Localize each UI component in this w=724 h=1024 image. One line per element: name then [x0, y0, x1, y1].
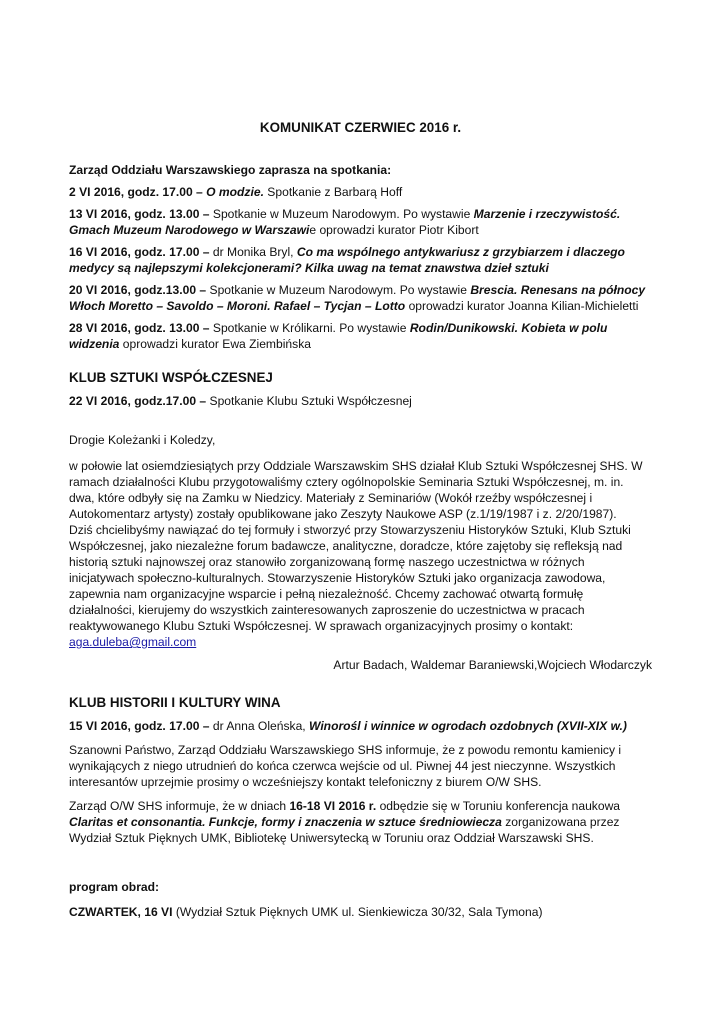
event-item [69, 244, 652, 276]
conference-text: zorganizowana przez Wydział Sztuk Pięknych UMK, Bibliotekę Uniwersytecką w Toruniu oraz Oddział Warszawski SHS. [69, 815, 620, 845]
conference-text: odbędzie się w Toruniu konferencja naukowa [376, 799, 621, 813]
event-item [69, 320, 652, 352]
conference-title: Claritas et consonantia. Funkcje, formy i znaczenia w sztuce średniowiecza [69, 815, 502, 829]
event-date: 28 VI 2016, godz. 13.00 – [69, 321, 213, 335]
letter-signature: Artur Badach, Waldemar Baraniewski,Wojciech Włodarczyk [333, 658, 652, 672]
event-title: Rodin/Dunikowski. Kobieta w polu widzenia [69, 321, 608, 351]
event-item [69, 282, 652, 314]
event-item [69, 393, 652, 409]
event-date: 20 VI 2016, godz.13.00 – [69, 283, 210, 297]
event-description: dr Monika Bryl, [212, 245, 297, 259]
event-description: Spotkanie w Muzeum Narodowym. Po wystawie [209, 283, 471, 297]
event-item [69, 184, 652, 200]
conference-text: Zarząd O/W SHS informuje, że w dniach [69, 799, 290, 813]
event-description: Spotkanie w Muzeum Narodowym. Po wystawie [212, 207, 474, 221]
letter-paragraph: w połowie lat osiemdziesiątych przy Oddziale Warszawskim SHS działał Klub Sztuki Współczesnej SHS. W ramach działalności Klubu przygotowaliśmy cztery ogólnopolskie Seminaria Sztuki Współczesnej, m. in. dwa, które odbyły się na Zamku w Niedzicy. Materiały z Seminariów (Wokół rzeźby współczesnej i Autokomentarz artysty) zostały opublikowane jako Zeszyty Naukowe ASP (z.1/19/1987 i z. 2/20/1987). [69, 459, 643, 521]
letter-paragraph: Dziś chcielibyśmy nawiązać do tej formuły i stworzyć przy Stowarzyszeniu Historyków Sztuki, Klub Sztuki Współczesnej, jako niezależne forum badawcze, analityczne, doradcze, które zajętoby się refleksją nad historią sztuki najnowszej oraz stanowiło zorganizowaną formę naszego uczestnictwa w różnych inicjatywach społeczno-kulturalnych. Stowarzyszenie Historyków Sztuki jako organizacja zawodowa, zapewnia nam organizacyjne wsparcie i pełną niezależność. Chcemy zachować otwartą formułę działalności, kierujemy do wszystkich zainteresowanych zaproszenie do uczestnictwa w pracach reaktywowanego Klubu Sztuki Współczesnej. W sprawach organizacyjnych prosimy o kontakt: [69, 523, 631, 633]
page-title: KOMUNIKAT CZERWIEC 2016 r. [259, 120, 462, 135]
notice-paragraph: Szanowni Państwo, Zarząd Oddziału Warszawskiego SHS informuje, że z powodu remontu kamienicy i wynikających z niego utrudnień do końca czerwca wejście od ul. Piwnej 44 jest nieczynne. Wszystkich interesantów uprzejmie prosimy o wcześniejszy kontakt telefoniczny z biurem O/W SHS. [69, 743, 622, 789]
conference-paragraph [69, 798, 652, 846]
contact-email-link[interactable]: aga.duleba@gmail.com [69, 635, 197, 649]
event-description: Spotkanie z Barbarą Hoff [263, 185, 403, 199]
event-description: oprowadzi kurator Ewa Ziembińska [119, 337, 311, 351]
event-item [69, 206, 652, 238]
program-place: (Wydział Sztuk Pięknych UMK ul. Sienkiewicza 30/32, Sala Tymona) [172, 905, 543, 919]
event-date: 13 VI 2016, godz. 13.00 – [69, 207, 213, 221]
conference-dates: 16-18 VI 2016 r. [289, 799, 377, 813]
event-date: 15 VI 2016, godz. 17.00 – [69, 719, 213, 733]
section-heading-klub-wina: KLUB HISTORII I KULTURY WINA [69, 695, 281, 710]
document-page [69, 120, 652, 926]
event-item [69, 718, 652, 734]
event-date: 16 VI 2016, godz. 17.00 – [69, 245, 213, 259]
program-day-label: CZWARTEK, 16 VI [69, 905, 173, 919]
event-description: dr Anna Oleńska, [212, 719, 310, 733]
event-title: O modzie. [206, 185, 264, 199]
event-title: Winorośl i winnice w ogrodach ozdobnych (XVII-XIX w.) [309, 719, 627, 733]
event-date: 22 VI 2016, godz.17.00 – [69, 394, 210, 408]
event-date: 2 VI 2016, godz. 17.00 – [69, 185, 207, 199]
section-heading-klub-sztuki: KLUB SZTUKI WSPÓŁCZESNEJ [69, 370, 273, 385]
letter-greeting: Drogie Koleżanki i Koledzy, [69, 433, 216, 447]
event-title: Co ma wspólnego antykwariusz z grzybiarzem i dlaczego medycy są najlepszymi kolekcjonerami? Kilka uwag na temat znawstwa dzieł sztuki [69, 245, 625, 275]
event-title: Marzenie i rzeczywistość. Gmach Muzeum Narodowego w Warszawi [69, 207, 621, 237]
program-heading: program obrad: [69, 880, 160, 894]
intro-line: Zarząd Oddziału Warszawskiego zaprasza na spotkania: [69, 163, 392, 177]
program-day [69, 904, 652, 920]
event-description: oprowadzi kurator Joanna Kilian-Michieletti [405, 299, 639, 313]
event-description: Spotkanie w Królikarni. Po wystawie [212, 321, 410, 335]
event-description: e oprowadzi kurator Piotr Kibort [309, 223, 479, 237]
event-title: Brescia. Renesans na północy Włoch Moretto – Savoldo – Moroni. Rafael – Tycjan – Lotto [69, 283, 646, 313]
letter-body [69, 458, 652, 650]
event-description: Spotkanie Klubu Sztuki Współczesnej [209, 394, 412, 408]
